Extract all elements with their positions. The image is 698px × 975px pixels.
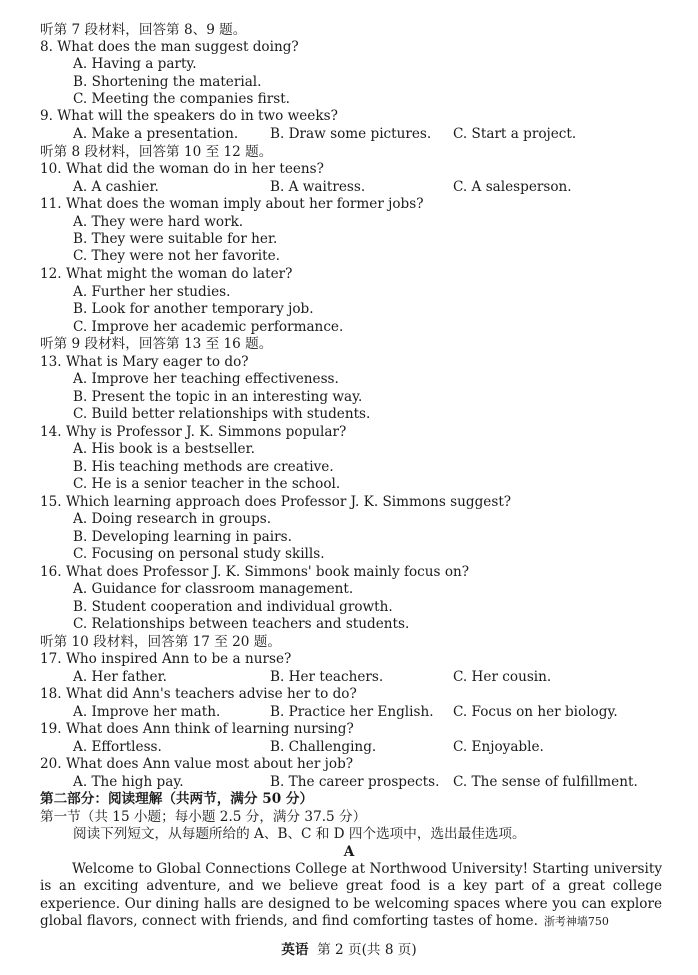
q19-option-a: A. Effortless. — [73, 739, 162, 755]
question-17: 17. Who inspired Ann to be a nurse? — [40, 651, 292, 667]
q13-option-b: B. Present the topic in an interesting way. — [73, 389, 363, 405]
question-15: 15. Which learning approach does Professor J. K. Simmons suggest? — [40, 494, 512, 510]
question-11: 11. What does the woman imply about her former jobs? — [40, 196, 424, 212]
question-10: 10. What did the woman do in her teens? — [40, 161, 324, 177]
q14-option-b: B. His teaching methods are creative. — [73, 459, 334, 475]
section-heading-10: 听第 10 段材料，回答第 17 至 20 题。 — [40, 634, 281, 650]
q19-option-b: B. Challenging. — [270, 739, 377, 755]
page-footer — [0, 942, 698, 959]
q9-option-a: A. Make a presentation. — [73, 126, 239, 142]
passage-label: A — [343, 844, 355, 860]
question-20: 20. What does Ann value most about her job? — [40, 756, 354, 772]
question-18: 18. What did Ann's teachers advise her to do? — [40, 686, 357, 702]
watermark-stamp: 浙考神墙750 — [543, 915, 609, 929]
q12-option-a: A. Further her studies. — [73, 284, 231, 300]
q17-option-b: B. Her teachers. — [270, 669, 384, 685]
q13-option-c: C. Build better relationships with students. — [73, 406, 371, 422]
passage-body: Welcome to Global Connections College at Northwood University! Starting university is an exciting adventure, and we believe great food is a key part of a great college experience. Our dining halls are designed to be welcoming spaces where you can explore global flavors, connect with friends, and find comforting tastes of home. — [40, 861, 662, 930]
q15-option-b: B. Developing learning in pairs. — [73, 529, 292, 545]
footer-subject: 英语 — [281, 942, 309, 958]
q16-option-b: B. Student cooperation and individual growth. — [73, 599, 393, 615]
q16-option-c: C. Relationships between teachers and students. — [73, 616, 410, 632]
q10-option-a: A. A cashier. — [73, 179, 159, 195]
q15-option-c: C. Focusing on personal study skills. — [73, 546, 325, 562]
q18-option-a: A. Improve her math. — [73, 704, 221, 720]
question-8: 8. What does the man suggest doing? — [40, 39, 299, 55]
question-14: 14. Why is Professor J. K. Simmons popular? — [40, 424, 347, 440]
question-13: 13. What is Mary eager to do? — [40, 354, 249, 370]
q12-option-c: C. Improve her academic performance. — [73, 319, 344, 335]
part2-instruction: 阅读下列短文，从每题所给的 A、B、C 和 D 四个选项中，选出最佳选项。 — [73, 826, 526, 842]
part2-title: 第二部分：阅读理解（共两节，满分 50 分） — [40, 791, 314, 807]
question-16: 16. What does Professor J. K. Simmons' book mainly focus on? — [40, 564, 470, 580]
q11-option-b: B. They were suitable for her. — [73, 231, 278, 247]
section-heading-8: 听第 8 段材料，回答第 10 至 12 题。 — [40, 144, 273, 160]
q14-option-a: A. His book is a bestseller. — [73, 441, 255, 457]
q19-option-c: C. Enjoyable. — [453, 739, 544, 755]
section-heading-7: 听第 7 段材料，回答第 8、9 题。 — [40, 22, 247, 38]
q14-option-c: C. He is a senior teacher in the school. — [73, 476, 341, 492]
q16-option-a: A. Guidance for classroom management. — [73, 581, 354, 597]
question-9: 9. What will the speakers do in two weeks? — [40, 108, 338, 124]
q11-option-a: A. They were hard work. — [73, 214, 244, 230]
section-heading-9: 听第 9 段材料，回答第 13 至 16 题。 — [40, 336, 273, 352]
q17-option-c: C. Her cousin. — [453, 669, 552, 685]
q8-option-b: B. Shortening the material. — [73, 74, 262, 90]
q20-option-a: A. The high pay. — [73, 774, 184, 790]
passage-text — [40, 861, 662, 931]
q12-option-b: B. Look for another temporary job. — [73, 301, 314, 317]
q15-option-a: A. Doing research in groups. — [73, 511, 272, 527]
q13-option-a: A. Improve her teaching effectiveness. — [73, 371, 339, 387]
q8-option-a: A. Having a party. — [73, 56, 197, 72]
q17-option-a: A. Her father. — [73, 669, 167, 685]
footer-page-number: 第 2 页(共 8 页) — [317, 942, 417, 958]
part2-section1: 第一节（共 15 小题；每小题 2.5 分，满分 37.5 分） — [40, 809, 367, 825]
q10-option-c: C. A salesperson. — [453, 179, 572, 195]
q11-option-c: C. They were not her favorite. — [73, 248, 280, 264]
q9-option-b: B. Draw some pictures. — [270, 126, 432, 142]
question-12: 12. What might the woman do later? — [40, 266, 293, 282]
q20-option-b: B. The career prospects. — [270, 774, 440, 790]
question-19: 19. What does Ann think of learning nursing? — [40, 721, 354, 737]
q10-option-b: B. A waitress. — [270, 179, 366, 195]
q9-option-c: C. Start a project. — [453, 126, 577, 142]
q18-option-b: B. Practice her English. — [270, 704, 434, 720]
q8-option-c: C. Meeting the companies first. — [73, 91, 291, 107]
q20-option-c: C. The sense of fulfillment. — [453, 774, 638, 790]
q18-option-c: C. Focus on her biology. — [453, 704, 618, 720]
